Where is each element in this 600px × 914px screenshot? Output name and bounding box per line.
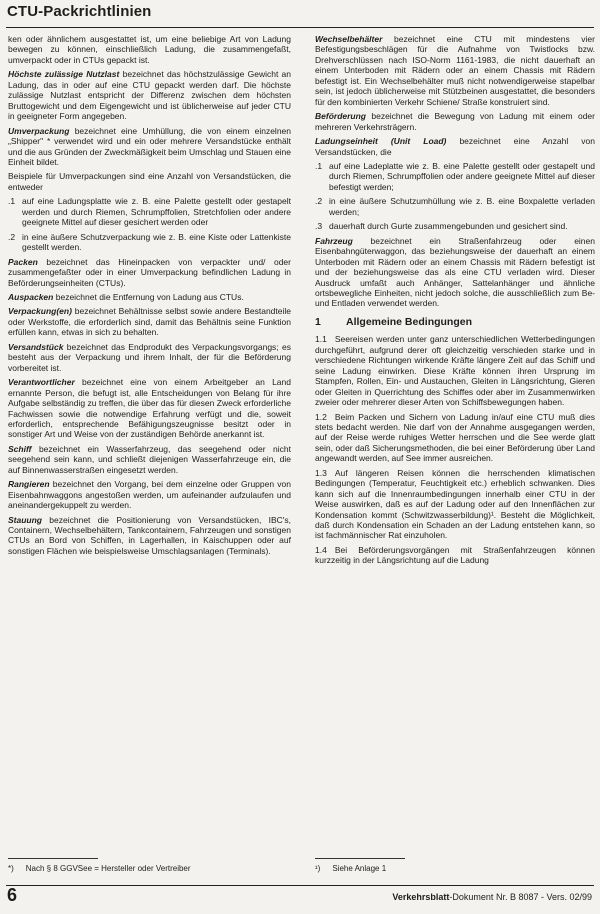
term-unpacking: Auspacken [8,291,54,302]
document-reference [392,892,592,902]
list-item [8,232,291,253]
doc-ref-bold: Verkehrsblatt [392,892,450,902]
list-item [315,196,595,217]
definition-swapbody [315,34,595,107]
list-item-number: .1 [315,160,323,171]
definition-text: bezeichnet das Hineinpacken von verpackter und/ oder zusammengefaßter oder in einer Umverpackung befindlichen Ladung in Beförderungseinheiten (CTUs). [8,256,291,288]
footer-divider [6,885,594,886]
page-title: CTU-Packrichtlinien [7,3,152,20]
definition-packing [8,257,291,288]
overpack-examples-intro: Beispiele für Umverpackungen sind eine Anzahl von Versandstücken, die entweder [8,171,291,192]
definition-unit-load [315,136,595,157]
paragraph-1-2 [315,412,595,464]
list-item [8,196,291,227]
term-transport: Beförderung [315,111,366,122]
definition-max-payload [8,69,291,121]
list-item-number: .3 [315,221,323,232]
list-item [315,221,595,231]
definition-ship [8,444,291,475]
paragraph-1-4 [315,545,595,566]
list-item-number: .1 [8,196,16,207]
list-item-text: in eine äußere Schutzverpackung wie z. B. eine Kiste oder Lattenkiste gestellt werden. [22,231,291,253]
definition-text: bezeichnet eine CTU mit mindestens vier Befestigungsbeschlägen für die Aufnahme von Twistlocks bzw. Drehverschlüssen nach ISO-Norm 1161-1983, die nicht dauerhaft an einem Unterboden mit Rädern oder an einem Chassis mit Rädern befestigt ist. Ein Wechselbehälter muß nicht notwendigerweise stapelbar sein, ist jedoch üblicherweise mit Stützbeinen ausgestattet, die besonders für den kombinierten Verkehr Schiene/ Straße konstruiert sind. [315,34,595,107]
footnote-right [315,864,386,873]
definition-overpack [8,126,291,168]
paragraph-text: Seereisen werden unter ganz unterschiedlichen Wetterbedingungen durchgeführt, aufgrund derer oft gleichzeitig verschieden starke und in verschiedene Richtungen wirkende Kräfte längere Zeit auf das Schiff und seine Ladung einwirken. Diese Kräfte können ihren Ursprung im Stampfen, Rollen, Ein- und Austauchen, Gleiten in Längsrichtung, Gieren oder Gleiten in Querrichtung des Schiffes oder aber im Zusammenwirken zweier oder mehrerer dieser Arten von Schiffsbewegungen haben. [315,334,595,408]
term-overpack: Umverpackung [8,125,70,136]
definition-text: bezeichnet ein Straßenfahrzeug oder einen Eisenbahngüterwaggon, das beziehungsweise der dauerhaft an einem Unterboden mit Rädern oder an einem Chassis mit Rädern befestigt ist und der beziehungsweise das als eine CTU verladen wird. Dieser Ausdruck umfaßt auch Anhänger, Sattelanhänger und ähnliche ortsbewegliche Einheiten, nicht jedoch solche, die ausschließlich zum Be- und Entladen verwendet werden. [315,235,595,309]
list-item-text: dauerhaft durch Gurte zusammengebunden und gesichert sind. [329,221,568,232]
paragraph-text: Beim Packen und Sichern von Ladung in/auf eine CTU muß dies stets bedacht werden. Nie darf von der Annahme ausgegangen werden, auf der Reise werde ruhiges Wetter herrschen und die See werde glatt sein, oder daß Sicherungsmethoden, die bei einer Beförderung über Land angewandt werden, auf See immer ausreichen. [315,411,595,464]
paragraph-number: 1.1 [315,334,327,345]
term-swapbody: Wechselbehälter [315,34,383,44]
definition-package [8,342,291,373]
list-item-text: auf eine Ladeplatte wie z. B. eine Palette gestellt oder gestapelt und durch Riemen, Schrumpffolien oder andere geeignete Mittel auf dieser befestigt werden; [329,160,595,192]
term-responsible: Verantwortlicher [8,377,75,388]
term-packaging: Verpackung(en) [8,306,72,317]
definition-text: bezeichnet das höchstzulässige Gewicht an Ladung, das in oder auf eine CTU gepackt werden darf. Die höchste zulässige Nutzlast entspricht der Differenz zwischen dem höchsten Bruttogewicht und dem Eigengewicht und ist üblicherweise auf jeder CTU in geeigneter Form angegeben. [8,69,291,122]
term-unit-load: Ladungseinheit (Unit Load) [315,136,447,147]
page-number: 6 [7,885,18,905]
term-max-payload: Höchste zulässige Nutzlast [8,69,120,80]
paragraph-1-3 [315,468,595,541]
term-shunting: Rangieren [8,479,50,490]
term-vehicle: Fahrzeug [315,235,353,246]
definition-text: bezeichnet den Vorgang, bei dem einzelne oder Gruppen von Eisenbahnwaggons angestoßen werden, um aufeinander aufzulaufen und aneinandergekuppelt zu werden. [8,479,291,511]
definition-packaging [8,306,291,337]
footnote-text: Siehe Anlage 1 [332,864,387,873]
paragraph-1-1 [315,334,595,407]
term-packing: Packen [8,256,38,267]
paragraph-text: Auf längeren Reisen können die herrschenden klimatischen Bedingungen (Temperatur, Feuchtigkeit etc.) erheblich schwanken. Dies kann sich auf die Innenraumbedingungen innerhalb einer CTU in der Weise auswirken, daß es auf der Ladung oder auf den Innenflächen zur Kondensation kommt (Schwitzwasserbildung)¹. Besteht die Möglichkeit, daß durch Kondensation ein Schaden an der Ladung entstehen kann, so ist fachmännischer Rat einzuholen. [315,467,595,541]
list-item-number: .2 [8,231,16,242]
intro-paragraph: ken oder ähnlichem ausgestattet ist, um eine beliebige Art von Ladung bewegen zu können, einschließlich Ladung, die zusammengefaßt, umverpackt oder in CTUs gepackt ist. [8,34,291,65]
definition-stowage [8,515,291,557]
definition-text: bezeichnet eine von einem Arbeitgeber an Land ernannte Person, die befugt ist, alle Entscheidungen von Belang für ihre Aufgabe selbständig zu treffen, die über das für diesen Zweck erforderliche Fachwissen sowie die notwendige Erfahrung verfügt und die, soweit erforderlich, entsprechende Befähigungszeugnisse besitzt oder in sonstiger Art und Weise von der zuständigen Behörde anerkannt ist. [8,377,291,440]
footnote-divider-left [8,858,98,859]
term-ship: Schiff [8,443,32,454]
list-item-number: .2 [315,196,323,207]
term-stowage: Stauung [8,514,42,525]
term-package: Versandstück [8,341,64,352]
right-column [315,34,595,570]
definition-vehicle [315,236,595,309]
footnote-text: Nach § 8 GGVSee = Hersteller oder Vertreiber [25,864,191,873]
definition-unpacking [8,292,291,302]
section-number: 1 [315,315,321,328]
definition-text: bezeichnet eine Anzahl von Versandstücken, die [315,136,595,157]
definition-text: bezeichnet eine Umhüllung, die von einem einzelnen „Shipper" * verwendet wird und ein oder mehrere Versandstücke enthält und die aus Gründen der Zweckmäßigkeit beim Umschlag und Stauen eine Einheit bildet. [8,125,292,167]
paragraph-number: 1.4 [315,544,327,555]
definition-transport [315,111,595,132]
list-item-text: auf eine Ladungsplatte wie z. B. eine Palette gestellt oder gestapelt werden und durch Riemen, Schrumpffolien, Stretchfolien oder andere geeignete Mittel auf dieser gesichert werden oder [22,196,291,228]
definition-text: bezeichnet die Bewegung von Ladung mit einem oder mehreren Verkehrsträgern. [315,111,595,132]
title-divider [6,27,594,28]
paragraph-number: 1.2 [315,411,327,422]
footnote-mark: *) [8,864,14,873]
section-title: Allgemeine Bedingungen [346,315,473,328]
section-heading [315,317,595,327]
definition-text: bezeichnet die Positionierung von Versandstücken, IBC's, Containern, Wechselbehältern, Tankcontainern, Fahrzeugen und sonstigen CTUs an Bord von Schiffen, in Lagerhallen, in Kaischuppen oder auf sonstigen Flächen wie beispielsweise Umschlagsanlagen (Terminals). [8,514,291,556]
doc-ref-rest: -Dokument Nr. B 8087 - Vers. 02/99 [449,892,592,902]
definition-text: bezeichnet ein Wasserfahrzeug, das seegehend oder nicht seegehend sein kann, und schließt diejenigen Wasserfahrzeuge ein, die auf Binnenwasserstraßen eingesetzt werden. [8,443,291,475]
definition-text: bezeichnet die Entfernung von Ladung aus CTUs. [55,291,244,302]
footnote-left [8,864,191,873]
definition-shunting [8,479,291,510]
definition-text: bezeichnet das Endprodukt des Verpackungsvorgangs; es besteht aus der Verpackung und ihrem Inhalt, der für die Beförderung vorbereitet ist. [8,341,291,373]
paragraph-number: 1.3 [315,467,327,478]
list-item [315,161,595,192]
footnote-mark: ¹) [315,864,321,873]
left-column [8,34,291,560]
definition-responsible [8,377,291,440]
footnote-divider-right [315,858,405,859]
list-item-text: in eine äußere Schutzumhüllung wie z. B. eine Boxpalette verladen werden; [329,196,595,217]
paragraph-text: Bei Beförderungsvorgängen mit Straßenfahrzeugen können kurzzeitig in der Längsrichtung auf die Ladung [315,544,595,566]
definition-text: bezeichnet Behältnisse selbst sowie andere Bestandteile oder Werkstoffe, die erforderlich sind, damit das Behältnis seine Funktion erfüllen kann, etwas in sich zu behalten. [8,306,291,338]
